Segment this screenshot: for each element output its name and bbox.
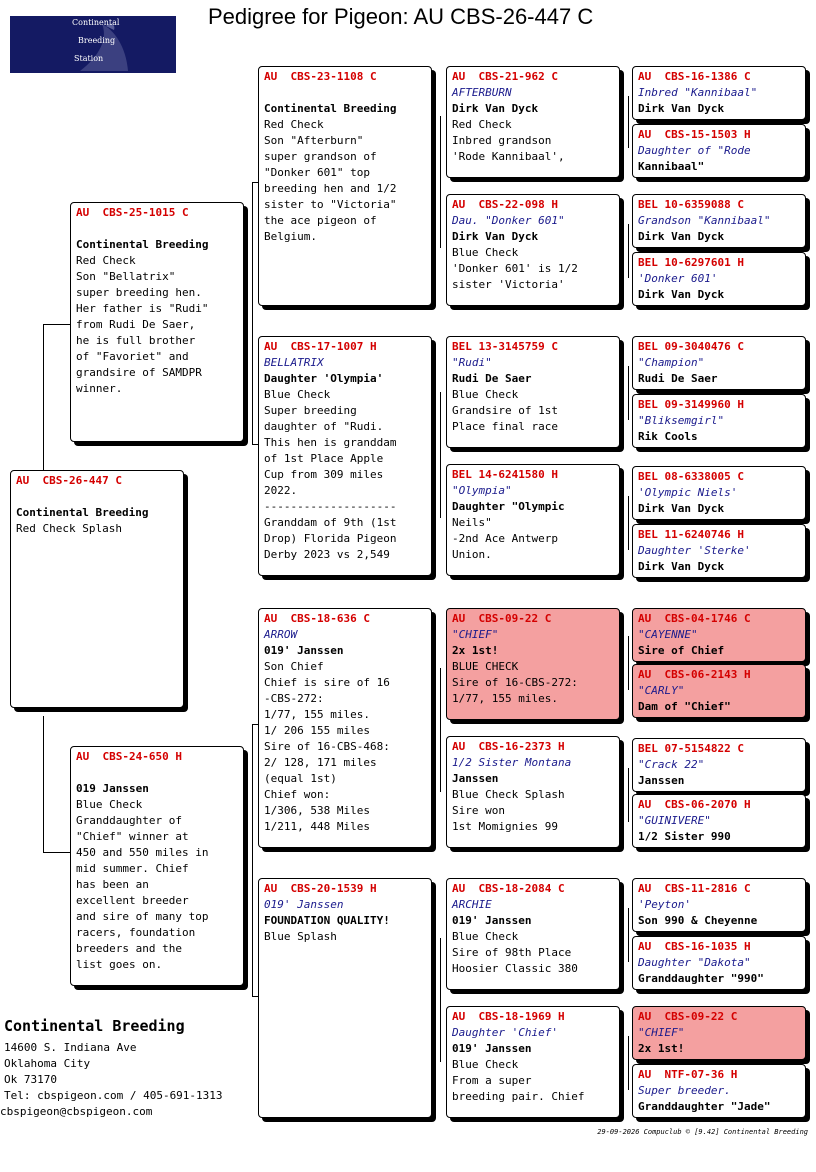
ring-number: AU CBS-26-447 C (16, 474, 122, 487)
breeder: Dirk Van Dyck (452, 230, 539, 243)
notes: Red Check Son "Bellatrix" super breeding hen. Her father is "Rudi" from Rudi De Saer, he is full brother of "Favoriet" and grandsire of SAMDPR winner. (76, 254, 209, 395)
ring-number: AU CBS-16-1386 C (638, 70, 751, 83)
ring-number: AU CBS-04-1746 C (638, 612, 751, 625)
ring-number: AU CBS-22-098 H (452, 198, 558, 211)
breeder: 2x 1st! (638, 1042, 685, 1055)
ring-number: AU CBS-16-1035 H (638, 940, 751, 953)
breeder: Dirk Van Dyck (638, 560, 725, 573)
pigeon-name: "Crack 22" (638, 758, 705, 771)
ring-number: BEL 10-6297601 H (638, 256, 744, 269)
pigeon-name: 019' Janssen (264, 898, 344, 911)
pedigree-card-g1[interactable] (632, 66, 806, 120)
pigeon-name: "GUINIVERE" (638, 814, 711, 827)
connector-line (43, 852, 71, 853)
ring-number: AU CBS-15-1503 H (638, 128, 751, 141)
pigeon-name: ARCHIE (452, 898, 492, 911)
address-line-1: 14600 S. Indiana Ave (4, 1041, 137, 1054)
page-title: Pedigree for Pigeon: AU CBS-26-447 C (208, 4, 594, 29)
pedigree-card-g15[interactable] (632, 1006, 806, 1060)
breeder: Granddaughter "Jade" (638, 1100, 771, 1113)
notes: Blue Splash (264, 930, 337, 943)
logo-line-2: Breeding (78, 36, 116, 45)
ring-number: BEL 09-3040476 C (638, 340, 744, 353)
breeder: 019' Janssen (452, 1042, 532, 1055)
pedigree-card-subject[interactable] (10, 470, 184, 708)
ring-number: AU CBS-09-22 C (638, 1010, 738, 1023)
pigeon-name: "CAYENNE" (638, 628, 698, 641)
breeder: Dirk Van Dyck (638, 102, 725, 115)
pedigree-card-g13[interactable] (632, 878, 806, 932)
pigeon-name: Daughter of "Rode (638, 144, 751, 157)
pedigree-card-g11[interactable] (632, 738, 806, 792)
breeder: 2x 1st! (452, 644, 499, 657)
pigeon-name: 'Olympic Niels' (638, 486, 738, 499)
breeder: Kannibaal" (638, 160, 705, 173)
ring-number: AU CBS-18-636 C (264, 612, 370, 625)
pedigree-card-dsd[interactable] (446, 736, 620, 848)
pigeon-name: ARROW (264, 628, 298, 641)
breeder: 019 Janssen (76, 782, 149, 795)
ring-number: AU CBS-09-22 C (452, 612, 552, 625)
breeder: Dirk Van Dyck (638, 502, 725, 515)
notes: Red Check Inbred grandson 'Rode Kannibaal', (452, 118, 565, 163)
ring-number: AU CBS-06-2143 H (638, 668, 751, 681)
breeder: Dirk Van Dyck (452, 102, 539, 115)
logo-line-3: Station (74, 54, 104, 63)
ring-number: AU CBS-16-2373 H (452, 740, 565, 753)
breeder: Janssen (638, 774, 685, 787)
breeder: Dirk Van Dyck (638, 230, 725, 243)
loft-name: Continental Breeding (4, 1017, 185, 1035)
ring-number: AU CBS-11-2816 C (638, 882, 751, 895)
breeder: Daughter 'Olympia' (264, 372, 384, 385)
connector-line (440, 668, 441, 792)
pigeon-name: BELLATRIX (264, 356, 324, 369)
email: cbspigeon@cbspigeon.com (0, 1105, 153, 1118)
ring-number: AU NTF-07-36 H (638, 1068, 738, 1081)
pedigree-card-g14[interactable] (632, 936, 806, 990)
address-line-2: Oklahoma City (4, 1057, 91, 1070)
breeder: 019' Janssen (264, 644, 344, 657)
print-stamp: 29-09-2026 Compuclub © [9.42] Continental Breeding (597, 1128, 808, 1136)
breeder: 1/2 Sister 990 (638, 830, 731, 843)
pedigree-card-ddd[interactable] (446, 1006, 620, 1118)
connector-line (628, 224, 629, 278)
connector-line (252, 182, 253, 444)
connector-line (628, 768, 629, 822)
breeder: Dirk Van Dyck (638, 288, 725, 301)
pedigree-card-sire-dam[interactable] (258, 336, 432, 576)
pigeon-name: 1/2 Sister Montana (452, 756, 572, 769)
pedigree-card-g16[interactable] (632, 1064, 806, 1118)
pigeon-name: Super breeder. (638, 1084, 731, 1097)
pedigree-card-g10[interactable] (632, 664, 806, 718)
logo-line-1: Continental (72, 18, 120, 27)
pedigree-card-g12[interactable] (632, 794, 806, 848)
ring-number: AU CBS-18-2084 C (452, 882, 565, 895)
breeder: Continental Breeding (16, 506, 149, 519)
breeder: Granddaughter "990" (638, 972, 764, 985)
pigeon-name: "CARLY" (638, 684, 685, 697)
notes: Blue Check Super breeding daughter of "Rudi. This hen is granddam of 1st Place Apple Cup from 309 miles 2022. -------------------- Granddam of 9th (1st Drop) Florida Pigeon Derby 2023 vs 2,549 (264, 388, 397, 561)
notes: Red Check Son "Afterburn" super grandson of "Donker 601" top breeding hen and 1/2 sister to "Victoria" the ace pigeon of Belgium. (264, 118, 397, 243)
ring-number: AU CBS-21-962 C (452, 70, 558, 83)
pedigree-card-dam-dam[interactable] (258, 878, 432, 1118)
pedigree-card-g8[interactable] (632, 524, 806, 578)
pedigree-card-dds[interactable] (446, 878, 620, 990)
pigeon-name: Grandson "Kannibaal" (638, 214, 771, 227)
pigeon-name: AFTERBURN (452, 86, 512, 99)
connector-line (628, 1036, 629, 1090)
pedigree-card-g5[interactable] (632, 336, 806, 390)
pedigree-card-dam-sire[interactable] (258, 608, 432, 848)
connector-line (628, 366, 629, 420)
pigeon-name: "Rudi" (452, 356, 492, 369)
pigeon-name: Daughter 'Sterke' (638, 544, 751, 557)
pigeon-name: "CHIEF" (638, 1026, 685, 1039)
connector-line (252, 724, 253, 996)
notes: Blue Check Sire of 98th Place Hoosier Classic 380 (452, 930, 578, 975)
ring-number: AU CBS-23-1108 C (264, 70, 377, 83)
breeder: Daughter "Olympic (452, 500, 565, 513)
notes: BLUE CHECK Sire of 16-CBS-272: 1/77, 155 miles. (452, 660, 578, 705)
breeder: Rudi De Saer (638, 372, 718, 385)
notes: Red Check Splash (16, 522, 122, 535)
pedigree-card-ssd[interactable] (446, 194, 620, 306)
breeder: Continental Breeding (76, 238, 209, 251)
pedigree-card-g2[interactable] (632, 124, 806, 178)
ring-number: AU CBS-25-1015 C (76, 206, 189, 219)
ring-number: AU CBS-17-1007 H (264, 340, 377, 353)
pedigree-card-g4[interactable] (632, 252, 806, 306)
ring-number: AU CBS-20-1539 H (264, 882, 377, 895)
pedigree-card-dam[interactable] (70, 746, 244, 986)
breeder: Rudi De Saer (452, 372, 532, 385)
connector-line (628, 636, 629, 690)
ring-number: BEL 07-5154822 C (638, 742, 744, 755)
ring-number: BEL 13-3145759 C (452, 340, 558, 353)
pigeon-name: 'Peyton' (638, 898, 691, 911)
connector-line (628, 496, 629, 550)
breeder: Rik Cools (638, 430, 698, 443)
connector-line (43, 324, 44, 470)
pedigree-card-dss[interactable] (446, 608, 620, 720)
ring-number: BEL 10-6359088 C (638, 198, 744, 211)
pedigree-card-sdd[interactable] (446, 464, 620, 576)
notes: Blue Check 'Donker 601' is 1/2 sister 'Victoria' (452, 246, 578, 291)
pedigree-card-sire-sire[interactable] (258, 66, 432, 306)
ring-number: BEL 09-3149960 H (638, 398, 744, 411)
connector-line (440, 392, 441, 518)
ring-number: AU CBS-18-1969 H (452, 1010, 565, 1023)
pedigree-card-sds[interactable] (446, 336, 620, 448)
ring-number: AU CBS-06-2070 H (638, 798, 751, 811)
breeder: Continental Breeding (264, 102, 397, 115)
pigeon-name: Inbred "Kannibaal" (638, 86, 758, 99)
breeder: Son 990 & Cheyenne (638, 914, 758, 927)
connector-line (628, 96, 629, 148)
notes: Neils" -2nd Ace Antwerp Union. (452, 516, 558, 561)
notes: Blue Check Grandsire of 1st Place final race (452, 388, 558, 433)
pedigree-card-g3[interactable] (632, 194, 806, 248)
connector-line (440, 116, 441, 248)
notes: Blue Check Granddaughter of "Chief" winner at 450 and 550 miles in mid summer. Chief has been an excellent breeder and sire of many top racers, foundation breeders and the list goes on. (76, 798, 209, 971)
logo (10, 16, 176, 73)
ring-number: BEL 11-6240746 H (638, 528, 744, 541)
pigeon-name: 'Donker 601' (638, 272, 718, 285)
address-line-3: Ok 73170 (4, 1073, 57, 1086)
breeder: Janssen (452, 772, 499, 785)
connector-line (43, 716, 44, 852)
breeder: 019' Janssen (452, 914, 532, 927)
pigeon-name: "CHIEF" (452, 628, 499, 641)
notes: Blue Check From a super breeding pair. Chief (452, 1058, 585, 1103)
notes: Son Chief Chief is sire of 16 -CBS-272: 1/77, 155 miles. 1/ 206 155 miles Sire of 16-CBS-468: 2/ 128, 171 miles (equal 1st) Chief won: 1/306, 538 Miles 1/211, 448 Miles (264, 660, 390, 833)
breeder: Sire of Chief (638, 644, 725, 657)
pedigree-card-sire[interactable] (70, 202, 244, 442)
pigeon-name: "Olympia" (452, 484, 512, 497)
breeder: Dam of "Chief" (638, 700, 731, 713)
telephone: Tel: cbspigeon.com / 405-691-1313 (4, 1089, 223, 1102)
pigeon-name: Daughter "Dakota" (638, 956, 751, 969)
pedigree-card-g9[interactable] (632, 608, 806, 662)
breeder: FOUNDATION QUALITY! (264, 914, 390, 927)
pigeon-name: Dau. "Donker 601" (452, 214, 565, 227)
breeder-contact (0, 1017, 223, 1120)
pedigree-card-g6[interactable] (632, 394, 806, 448)
connector-line (628, 908, 629, 962)
pedigree-card-g7[interactable] (632, 466, 806, 520)
connector-line (43, 324, 71, 325)
pigeon-name: "Champion" (638, 356, 705, 369)
pigeon-name: Daughter 'Chief' (452, 1026, 558, 1039)
connector-line (440, 938, 441, 1062)
pigeon-name: "Bliksemgirl" (638, 414, 725, 427)
notes: Blue Check Splash Sire won 1st Momignies 99 (452, 788, 565, 833)
pedigree-card-sss[interactable] (446, 66, 620, 178)
ring-number: BEL 14-6241580 H (452, 468, 558, 481)
ring-number: BEL 08-6338005 C (638, 470, 744, 483)
ring-number: AU CBS-24-650 H (76, 750, 182, 763)
